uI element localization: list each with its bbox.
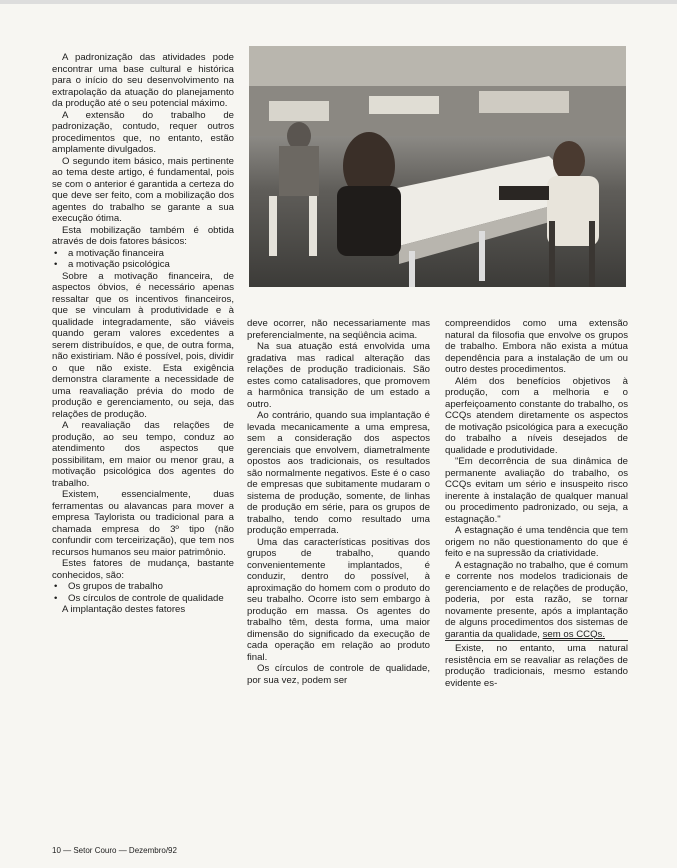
list-item: • Os grupos de trabalho bbox=[64, 581, 234, 593]
paragraph: Estes fatores de mudança, bastante conhecidos, são: bbox=[52, 558, 234, 581]
list-item: • Os círculos de controle de qualidade bbox=[64, 593, 234, 605]
paragraph: Uma das características positivas dos grupos de trabalho, quando convenientemente implantados, é conduzir, dentro do possível, à aproximação do homem com o produto do seu trabalho. Ocorre isto sem embargo à produção em massa. Os agentes do trabalho têm, desta forma, uma maior dimensão do significado da execução de cada operação em relação ao produto final. bbox=[247, 536, 430, 663]
paragraph: compreendidos como uma extensão natural da filosofia que envolve os grupos de trabalho. Embora não exista a mútua dependência para a instalação de um ou outro destes procedimentos. bbox=[445, 318, 628, 375]
paragraph: deve ocorrer, não necessariamente mas preferencialmente, na seqüência acima. bbox=[247, 318, 430, 341]
paragraph: A padronização das atividades pode encontrar uma base cultural e histórica para o início do seu desenvolvimento na extrapolação da atuação do planejamento da produção até o seu potencial máximo. bbox=[52, 52, 234, 109]
paragraph: Sobre a motivação financeira, de aspectos óbvios, é necessário apenas ressaltar que os incentivos financeiros, que se vinculam à produtividade e à qualidade integradamente, são viáveis quando geram valores excedentes a serem distribuídos, e que, de outra forma, não existiriam. Não é possível, pois, dividir o que não existe. Esta exigência demonstra claramente a necessidade de uma reavaliação prévia do modo de produção e gerenciamento, ou seja, das relações de produção. bbox=[52, 270, 234, 420]
text-column-1 bbox=[52, 52, 234, 616]
paragraph: A extensão do trabalho de padronização, contudo, requer outros procedimentos que, no entanto, estão amplamente divulgados. bbox=[52, 109, 234, 155]
bullet-list bbox=[52, 248, 234, 271]
photo-illustration bbox=[249, 46, 626, 287]
factory-workers-photo bbox=[249, 46, 626, 287]
list-item: • a motivação financeira bbox=[64, 248, 234, 260]
text-column-2 bbox=[247, 318, 430, 686]
paragraph: A estagnação é uma tendência que tem origem no não questionamento do que é feito e na supressão da criatividade. bbox=[445, 525, 628, 559]
paragraph: A reavaliação das relações de produção, ao seu tempo, conduz ao atendimento dos aspectos que possibilitam, em maior ou menor grau, a motivação psicológica dos agentes do trabalho. bbox=[52, 420, 234, 489]
pull-quote: "Em decorrência de sua dinâmica de permanente avaliação do trabalho, os CCQs evitam um sério e insuspeito risco inerente à instalação de qualquer manual ou procedimento padronizado, ou seja, a estagnação." bbox=[445, 456, 628, 525]
page-top-edge bbox=[0, 0, 677, 4]
paragraph-text: A estagnação no trabalho, que é comum e corrente nos modelos tradicionais de gerenciamento e de relações de produção, poderia, por esta razão, se tornar novamente presente, após a implantação de alguns procedimentos dos sistemas de garantia da qualidade, bbox=[445, 559, 628, 640]
paragraph: Na sua atuação está envolvida uma gradativa mas radical alteração das relações de produção tradicionais. São estes como catalisadores, que promovem a harmônica transição de um estado a outro. bbox=[247, 341, 430, 410]
paragraph: A implantação destes fatores bbox=[62, 604, 186, 615]
list-item: • a motivação psicológica bbox=[64, 259, 234, 271]
text-column-3 bbox=[445, 318, 628, 689]
paragraph: Esta mobilização também é obtida através de dois fatores básicos: bbox=[52, 224, 234, 247]
underlined-text: sem os CCQs. bbox=[542, 628, 605, 640]
page-footer: 10 — Setor Couro — Dezembro/92 bbox=[52, 846, 177, 855]
paragraph: Os círculos de controle de qualidade, por sua vez, podem ser bbox=[247, 663, 430, 686]
paragraph: Além dos benefícios objetivos à produção, com a melhoria e o aperfeiçoamento constante do trabalho, os CCQs atendem diretamente os aspectos de motivação psicológica para a execução do trabalho a níveis desejados de qualidade e produtividade. bbox=[445, 375, 628, 456]
paragraph: Existe, no entanto, uma natural resistência em se reavaliar as relações de produção tradicionais, mesmo estando evidente es- bbox=[445, 640, 628, 689]
paragraph bbox=[445, 560, 628, 641]
paragraph: Ao contrário, quando sua implantação é levada mecanicamente a uma empresa, sem a consideração dos aspectos gerenciais que envolvem, diametralmente opostos aos tradicionais, os resultados são normalmente negativos. Este é o caso de empresas que subitamente mudaram o sistema de produção, somente, de linhas de produção em série, para os grupos de trabalho, tendo como resultado uma produção emperrada. bbox=[247, 410, 430, 536]
paragraph: O segundo item básico, mais pertinente ao tema deste artigo, é fundamental, pois se com o anterior é garantida a certeza do que deve ser feito, com a mobilização dos agentes do trabalho se garante a sua execução ótima. bbox=[52, 155, 234, 224]
bullet-list bbox=[52, 581, 234, 604]
paragraph: Existem, essencialmente, duas ferramentas ou alavancas para mover a empresa Taylorista ou tradicional para a chamada empresa do 3º tipo (não confundir com terceirização), que tem nos recursos humanos seu maior patrimônio. bbox=[52, 489, 234, 558]
